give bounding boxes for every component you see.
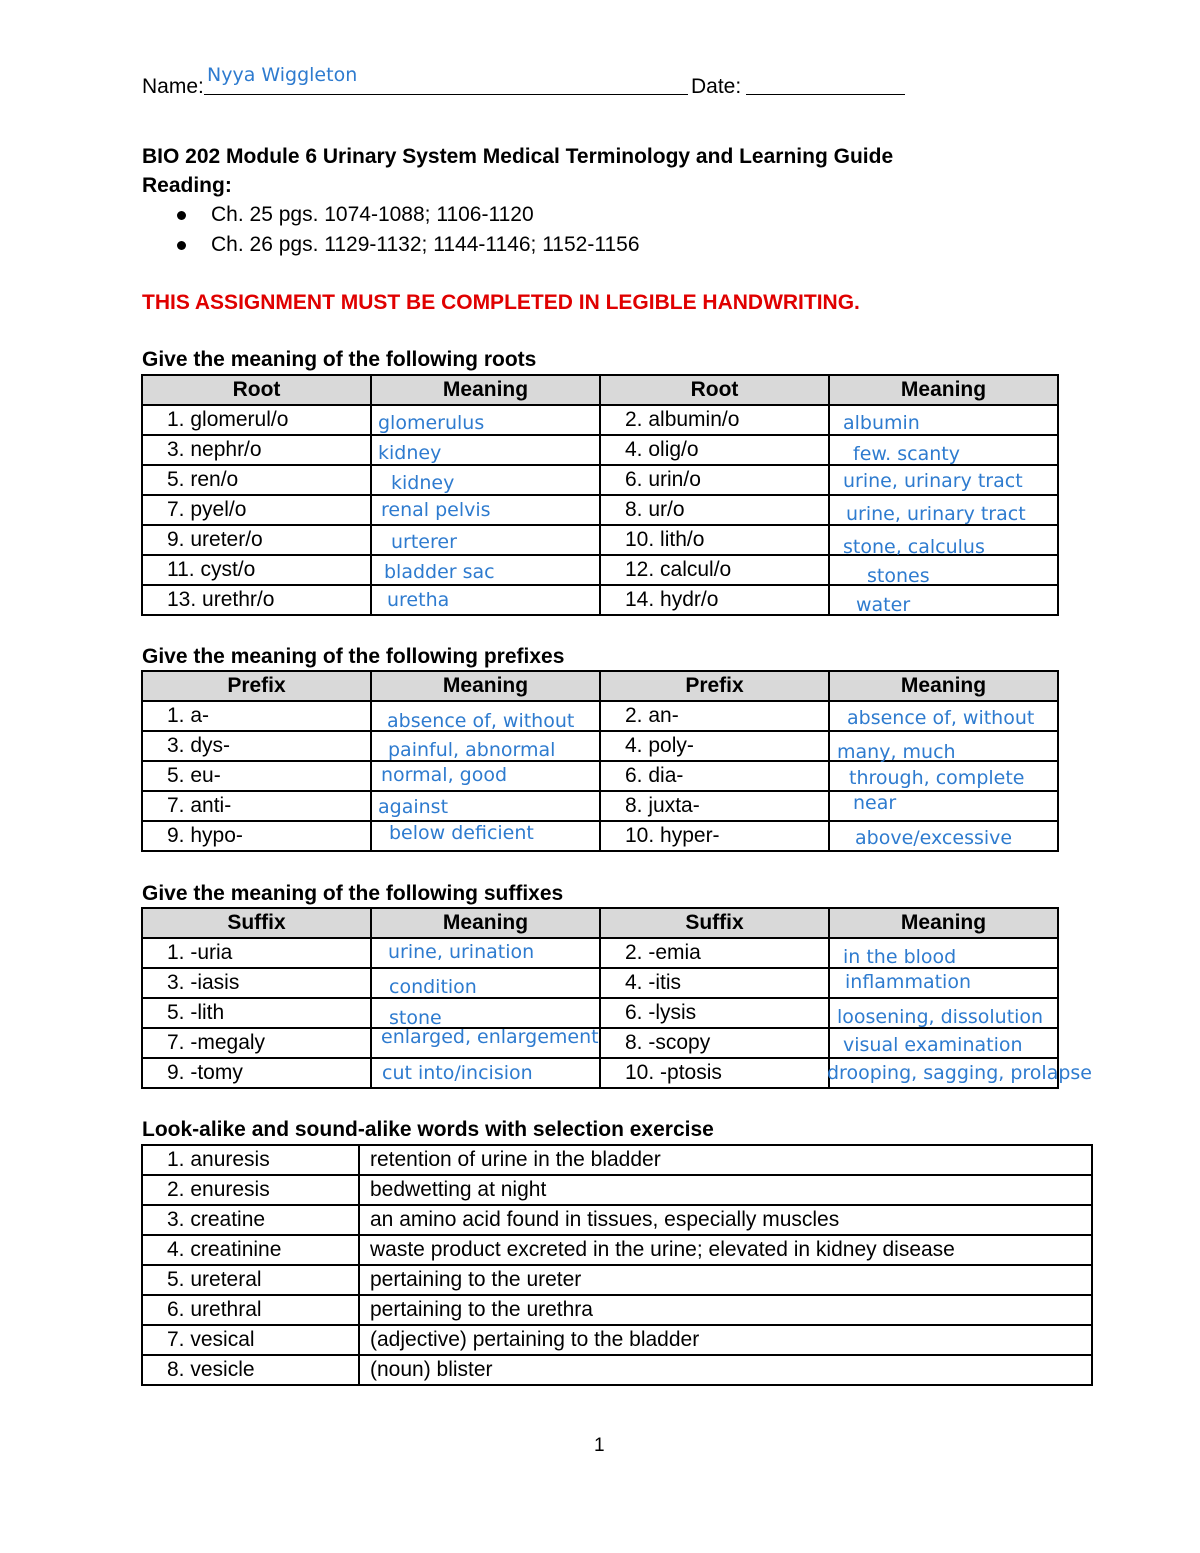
answer-cell[interactable]	[371, 701, 600, 731]
handwritten-answer: visual examination	[843, 1034, 1023, 1056]
handwritten-answer: water	[856, 594, 911, 616]
term-cell: 8. juxta-	[600, 791, 829, 821]
definition-cell: (noun) blister	[359, 1355, 1092, 1385]
table-row	[142, 1145, 1092, 1175]
table-row	[142, 1205, 1092, 1235]
term-cell: 7. -megaly	[142, 1028, 371, 1058]
table-row	[142, 1295, 1092, 1325]
handwritten-answer: near	[853, 792, 897, 814]
answer-cell[interactable]	[829, 465, 1058, 495]
handwritten-answer: drooping, sagging, prolapse	[827, 1062, 1092, 1084]
suffixes-heading: Give the meaning of the following suffixes	[142, 882, 564, 905]
answer-cell[interactable]	[371, 1058, 600, 1088]
term-cell: 2. albumin/o	[600, 405, 829, 435]
table-row	[142, 791, 1058, 821]
table-header-row	[142, 908, 1058, 938]
term-cell: 4. creatinine	[142, 1235, 359, 1265]
column-header: Prefix	[142, 671, 371, 701]
table-row	[142, 585, 1058, 615]
term-cell: 4. olig/o	[600, 435, 829, 465]
answer-cell[interactable]	[371, 585, 600, 615]
handwritten-answer: inflammation	[845, 971, 971, 993]
handwritten-answer: enlarged, enlargement	[381, 1026, 599, 1048]
definition-cell: pertaining to the urethra	[359, 1295, 1092, 1325]
column-header: Meaning	[829, 671, 1058, 701]
answer-cell[interactable]	[371, 435, 600, 465]
table-row	[142, 1235, 1092, 1265]
term-cell: 2. enuresis	[142, 1175, 359, 1205]
bullet-icon	[177, 211, 186, 220]
answer-cell[interactable]	[829, 585, 1058, 615]
answer-cell[interactable]	[371, 1028, 600, 1058]
answer-cell[interactable]	[829, 761, 1058, 791]
term-cell: 1. a-	[142, 701, 371, 731]
answer-cell[interactable]	[371, 465, 600, 495]
page-title: BIO 202 Module 6 Urinary System Medical Terminology and Learning Guide	[142, 145, 894, 168]
term-cell: 9. -tomy	[142, 1058, 371, 1088]
term-cell: 10. -ptosis	[600, 1058, 829, 1088]
term-cell: 6. -lysis	[600, 998, 829, 1028]
column-header: Root	[600, 375, 829, 405]
column-header: Suffix	[600, 908, 829, 938]
answer-cell[interactable]	[371, 821, 600, 851]
lookalike-heading: Look-alike and sound-alike words with selection exercise	[142, 1118, 714, 1141]
answer-cell[interactable]	[829, 821, 1058, 851]
definition-cell: bedwetting at night	[359, 1175, 1092, 1205]
term-cell: 8. ur/o	[600, 495, 829, 525]
term-cell: 5. eu-	[142, 761, 371, 791]
answer-cell[interactable]	[829, 701, 1058, 731]
table-row	[142, 525, 1058, 555]
name-value: Nyya Wiggleton	[207, 64, 358, 86]
table-row	[142, 435, 1058, 465]
suffixes-table	[141, 907, 1092, 1089]
handwritten-answer: stone, calculus	[843, 536, 985, 558]
definition-cell: pertaining to the ureter	[359, 1265, 1092, 1295]
column-header: Meaning	[371, 671, 600, 701]
handwritten-answer: through, complete	[849, 767, 1025, 789]
term-cell: 1. -uria	[142, 938, 371, 968]
answer-cell[interactable]	[827, 1058, 1092, 1088]
table-row	[142, 465, 1058, 495]
page-number: 1	[594, 1435, 605, 1456]
term-cell: 1. anuresis	[142, 1145, 359, 1175]
handwritten-answer: in the blood	[843, 946, 957, 968]
handwritten-answer: renal pelvis	[381, 499, 491, 521]
term-cell: 7. vesical	[142, 1325, 359, 1355]
column-header: Prefix	[600, 671, 829, 701]
table-row	[142, 1028, 1058, 1058]
handwritten-answer: against	[378, 796, 449, 818]
term-cell: 4. poly-	[600, 731, 829, 761]
table-row	[142, 1175, 1092, 1205]
table-row	[142, 938, 1058, 968]
term-cell: 12. calcul/o	[600, 555, 829, 585]
reading-item: Ch. 25 pgs. 1074-1088; 1106-1120	[175, 202, 640, 232]
table-row	[142, 731, 1058, 761]
handwritten-answer: albumin	[843, 412, 920, 434]
answer-cell[interactable]	[829, 998, 1058, 1028]
term-cell: 6. dia-	[600, 761, 829, 791]
term-cell: 14. hydr/o	[600, 585, 829, 615]
term-cell: 3. creatine	[142, 1205, 359, 1235]
answer-cell[interactable]	[371, 405, 600, 435]
handwritten-answer: below deficient	[389, 822, 534, 844]
column-header: Meaning	[829, 375, 1058, 405]
table-row	[142, 1265, 1092, 1295]
term-cell: 3. -iasis	[142, 968, 371, 998]
answer-cell[interactable]	[829, 938, 1058, 968]
prefixes-table	[141, 670, 1059, 852]
handwritten-answer: loosening, dissolution	[837, 1006, 1044, 1028]
term-cell: 7. anti-	[142, 791, 371, 821]
name-underline	[204, 94, 688, 95]
table-row	[142, 405, 1058, 435]
handwritten-answer: few. scanty	[853, 443, 960, 465]
handwritten-answer: uretha	[387, 589, 450, 611]
reading-list	[175, 202, 640, 262]
answer-cell[interactable]	[371, 555, 600, 585]
term-cell: 5. -lith	[142, 998, 371, 1028]
roots-table	[141, 374, 1059, 616]
name-label: Name:	[142, 75, 204, 98]
term-cell: 9. hypo-	[142, 821, 371, 851]
term-cell: 7. pyel/o	[142, 495, 371, 525]
term-cell: 1. glomerul/o	[142, 405, 371, 435]
handwritten-answer: normal, good	[381, 764, 508, 786]
definition-cell: retention of urine in the bladder	[359, 1145, 1092, 1175]
assignment-notice: THIS ASSIGNMENT MUST BE COMPLETED IN LEGIBLE HANDWRITING.	[142, 291, 860, 314]
answer-cell[interactable]	[371, 968, 600, 998]
term-cell: 3. nephr/o	[142, 435, 371, 465]
handwritten-answer: painful, abnormal	[388, 739, 556, 761]
answer-cell[interactable]	[829, 435, 1058, 465]
handwritten-answer: urterer	[391, 531, 457, 553]
table-row	[142, 968, 1058, 998]
bullet-icon	[177, 241, 186, 250]
definition-cell: (adjective) pertaining to the bladder	[359, 1325, 1092, 1355]
answer-cell[interactable]	[829, 791, 1058, 821]
answer-cell[interactable]	[829, 1028, 1058, 1058]
handwritten-answer: cut into/incision	[382, 1062, 533, 1084]
answer-cell[interactable]	[371, 761, 600, 791]
date-underline	[746, 94, 905, 95]
answer-cell[interactable]	[829, 525, 1058, 558]
answer-cell[interactable]	[371, 791, 600, 821]
handwritten-answer: stone	[389, 1007, 442, 1029]
answer-cell[interactable]	[829, 731, 1058, 761]
handwritten-answer: urine, urination	[388, 941, 535, 963]
column-header: Meaning	[371, 375, 600, 405]
roots-heading: Give the meaning of the following roots	[142, 348, 537, 371]
table-row	[142, 555, 1058, 585]
prefixes-heading: Give the meaning of the following prefixes	[142, 645, 565, 668]
term-cell: 6. urin/o	[600, 465, 829, 495]
lookalike-table	[141, 1144, 1093, 1386]
handwritten-answer: bladder sac	[384, 561, 495, 583]
term-cell: 10. lith/o	[600, 525, 829, 555]
handwritten-answer: stones	[867, 565, 930, 587]
answer-cell[interactable]	[829, 555, 1058, 585]
term-cell: 8. -scopy	[600, 1028, 829, 1058]
table-row	[142, 1325, 1092, 1355]
handwritten-answer: kidney	[378, 442, 442, 464]
term-cell: 5. ureteral	[142, 1265, 359, 1295]
handwritten-answer: condition	[389, 976, 477, 998]
table-row	[142, 998, 1058, 1028]
table-row	[142, 495, 1058, 525]
answer-cell[interactable]	[371, 938, 600, 968]
answer-cell[interactable]	[371, 495, 600, 525]
reading-item: Ch. 26 pgs. 1129-1132; 1144-1146; 1152-1156	[175, 232, 640, 262]
term-cell: 6. urethral	[142, 1295, 359, 1325]
table-row	[142, 761, 1058, 791]
definition-cell: waste product excreted in the urine; elevated in kidney disease	[359, 1235, 1092, 1265]
answer-cell[interactable]	[829, 495, 1058, 525]
handwritten-answer: urine, urinary tract	[846, 503, 1026, 525]
term-cell: 9. ureter/o	[142, 525, 371, 555]
answer-cell[interactable]	[829, 405, 1058, 435]
reading-label: Reading:	[142, 174, 232, 197]
table-row	[142, 701, 1058, 731]
table-header-row	[142, 671, 1058, 701]
column-header: Meaning	[371, 908, 600, 938]
table-row	[142, 821, 1058, 851]
term-cell: 2. an-	[600, 701, 829, 731]
table-row	[142, 1058, 1058, 1088]
term-cell: 3. dys-	[142, 731, 371, 761]
table-header-row	[142, 375, 1058, 405]
term-cell: 10. hyper-	[600, 821, 829, 851]
term-cell: 2. -emia	[600, 938, 829, 968]
term-cell: 8. vesicle	[142, 1355, 359, 1385]
answer-cell[interactable]	[371, 525, 600, 555]
term-cell: 4. -itis	[600, 968, 829, 998]
handwritten-answer: absence of, without	[387, 710, 575, 732]
term-cell: 11. cyst/o	[142, 555, 371, 585]
handwritten-answer: glomerulus	[378, 412, 485, 434]
table-row	[142, 1355, 1092, 1385]
handwritten-answer: kidney	[391, 472, 455, 494]
definition-cell: an amino acid found in tissues, especially muscles	[359, 1205, 1092, 1235]
handwritten-answer: many, much	[837, 741, 956, 763]
column-header: Meaning	[829, 908, 1058, 938]
handwritten-answer: above/excessive	[855, 827, 1013, 849]
column-header: Suffix	[142, 908, 371, 938]
date-label: Date:	[691, 75, 742, 98]
answer-cell[interactable]	[829, 968, 1058, 998]
column-header: Root	[142, 375, 371, 405]
term-cell: 13. urethr/o	[142, 585, 371, 615]
handwritten-answer: urine, urinary tract	[843, 470, 1023, 492]
term-cell: 5. ren/o	[142, 465, 371, 495]
answer-cell[interactable]	[371, 998, 600, 1028]
answer-cell[interactable]	[371, 731, 600, 761]
handwritten-answer: absence of, without	[847, 707, 1035, 729]
